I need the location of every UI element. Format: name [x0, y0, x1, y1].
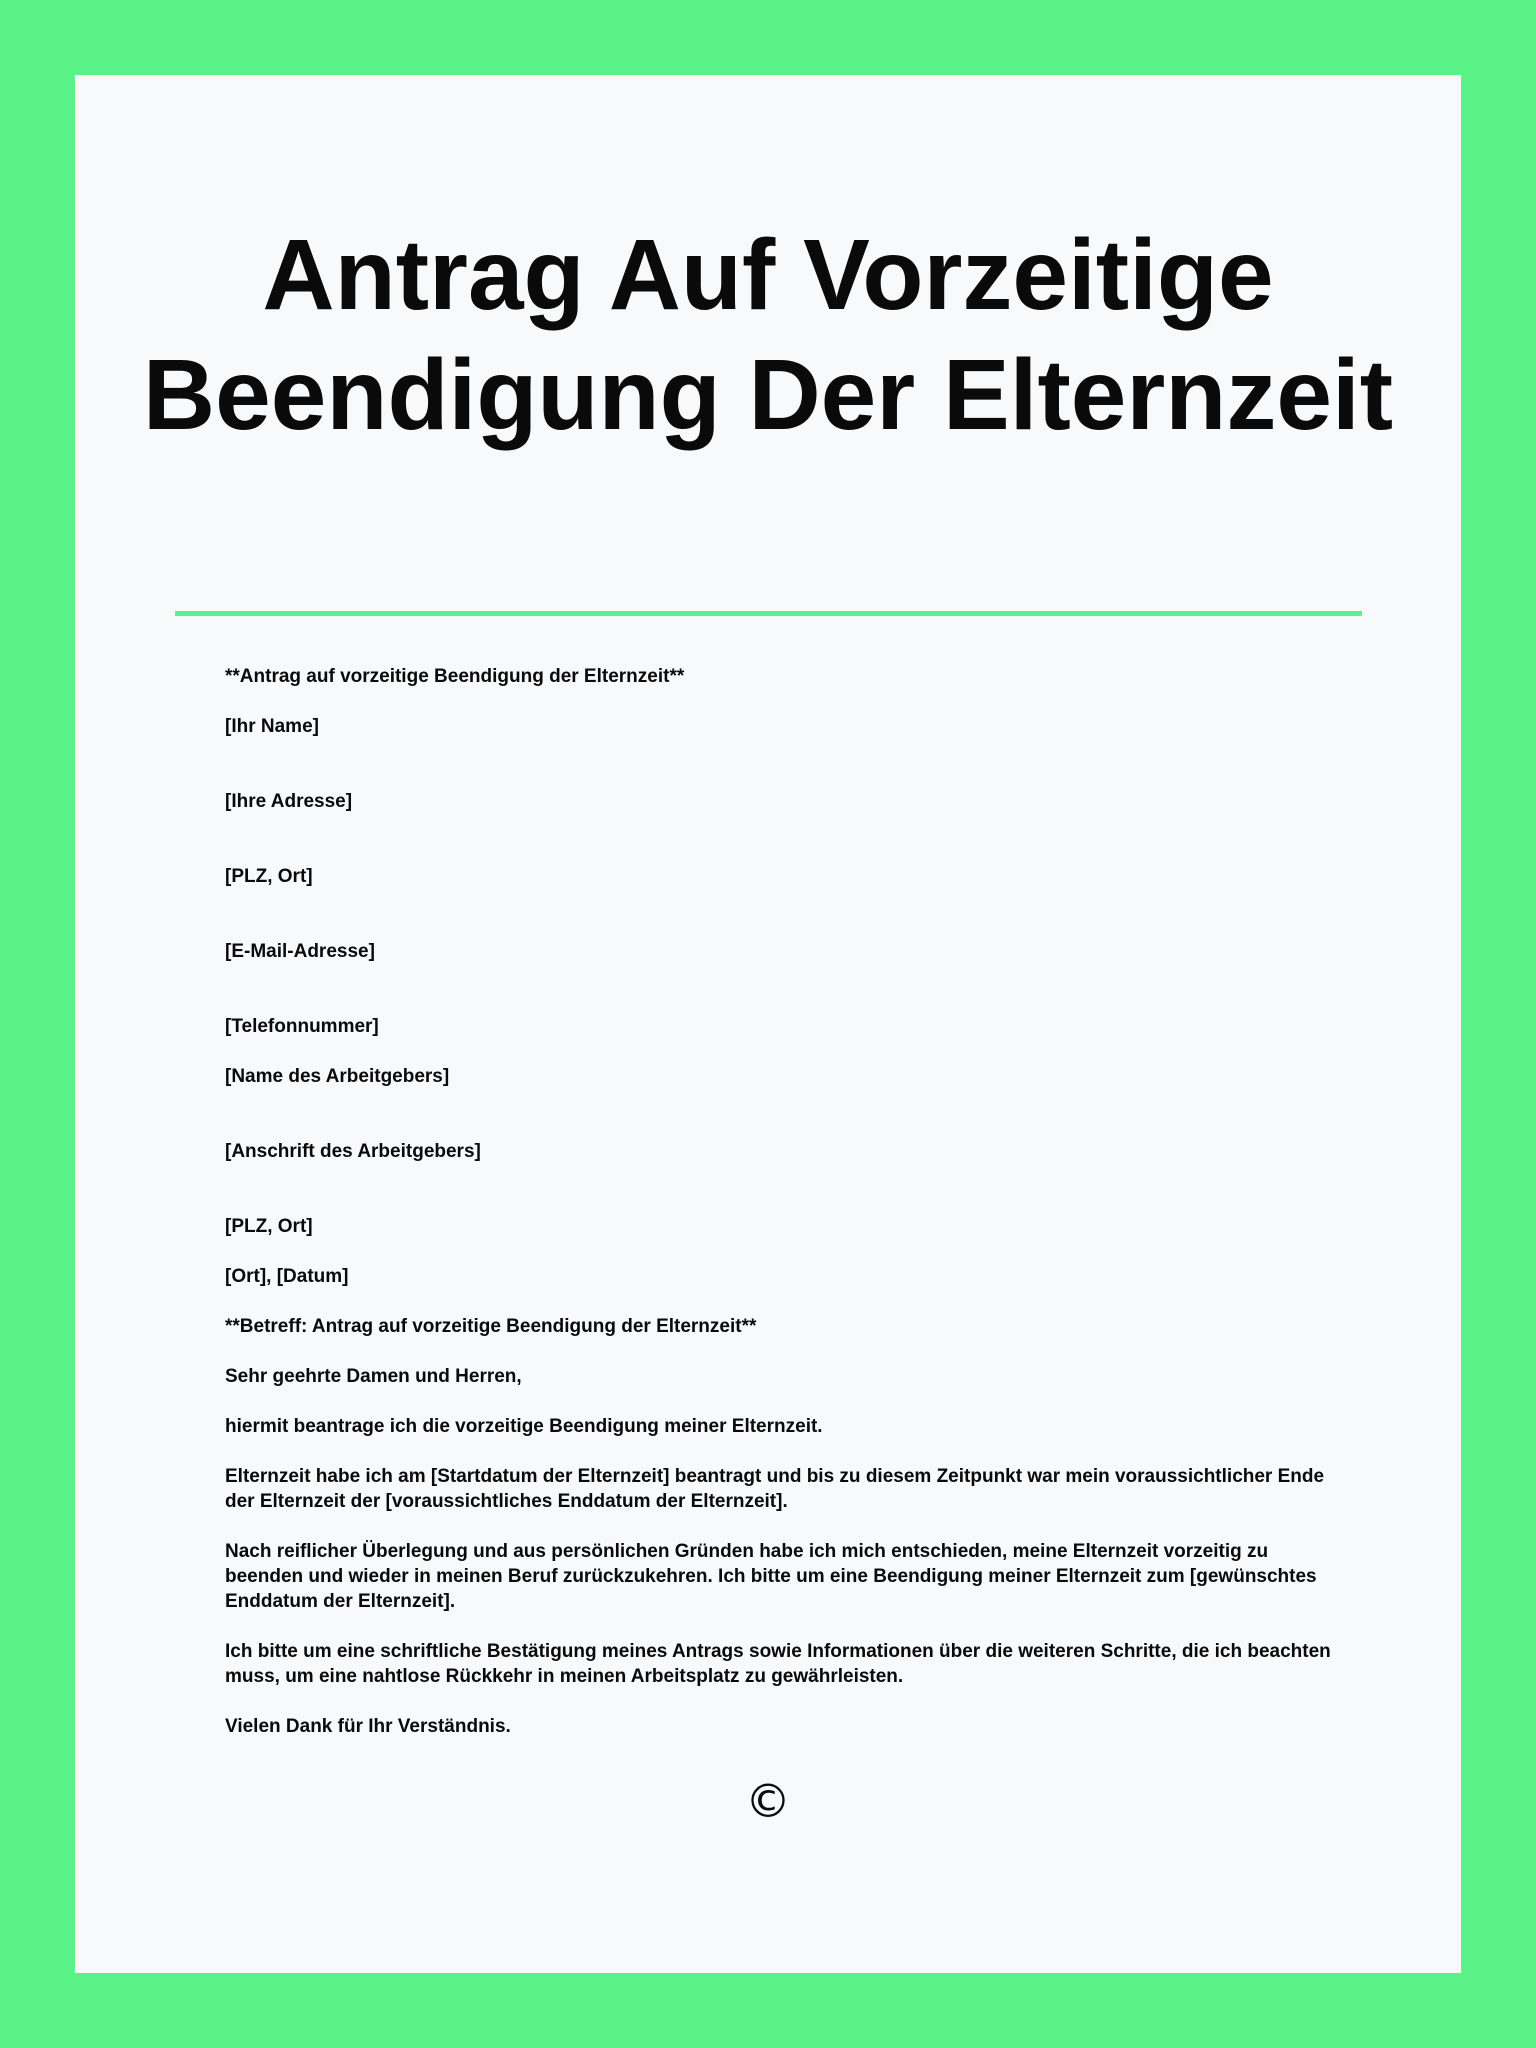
sender-city: [PLZ, Ort] [225, 866, 313, 887]
document-title: Antrag Auf Vorzeitige Beendigung Der Elternzeit [142, 219, 1394, 451]
employer-city: [PLZ, Ort] [225, 1216, 313, 1237]
employer-name: [Name des Arbeitgebers] [225, 1066, 450, 1087]
title-divider [175, 611, 1362, 616]
letter-body [225, 664, 1350, 1739]
paragraph-request: hiermit beantrage ich die vorzeitige Beendigung meiner Elternzeit. [225, 1416, 823, 1437]
closing: Vielen Dank für Ihr Verständnis. [225, 1716, 511, 1737]
letter-heading: **Antrag auf vorzeitige Beendigung der Elternzeit** [225, 666, 685, 687]
sender-address: [Ihre Adresse] [225, 791, 353, 812]
employer-address: [Anschrift des Arbeitgebers] [225, 1141, 481, 1162]
sender-phone: [Telefonnummer] [225, 1016, 379, 1037]
salutation: Sehr geehrte Damen und Herren, [225, 1366, 522, 1387]
paragraph-dates: Elternzeit habe ich am [Startdatum der Elternzeit] beantragt und bis zu diesem Zeitpunkt war mein voraussichtlicher Ende der Elternzeit der [voraussichtliches Enddatum der Elternzeit]. [225, 1466, 1325, 1512]
sender-email: [E-Mail-Adresse] [225, 941, 375, 962]
sender-name: [Ihr Name] [225, 716, 319, 737]
copyright-icon: © [745, 1774, 791, 1828]
paragraph-confirmation: Ich bitte um eine schriftliche Bestätigung meines Antrags sowie Informationen über die weiteren Schritte, die ich beachten muss, um eine nahtlose Rückkehr in meinen Arbeitsplatz zu gewährleisten. [225, 1641, 1331, 1687]
paragraph-reasons: Nach reiflicher Überlegung und aus persönlichen Gründen habe ich mich entschieden, meine Elternzeit vorzeitig zu beenden und wieder in meinen Beruf zurückzukehren. Ich bitte um eine Beendigung meiner Elternzeit zum [gewünschtes Enddatum der Elternzeit]. [225, 1541, 1317, 1612]
place-date: [Ort], [Datum] [225, 1266, 349, 1287]
letter-subject: **Betreff: Antrag auf vorzeitige Beendigung der Elternzeit** [225, 1316, 757, 1337]
